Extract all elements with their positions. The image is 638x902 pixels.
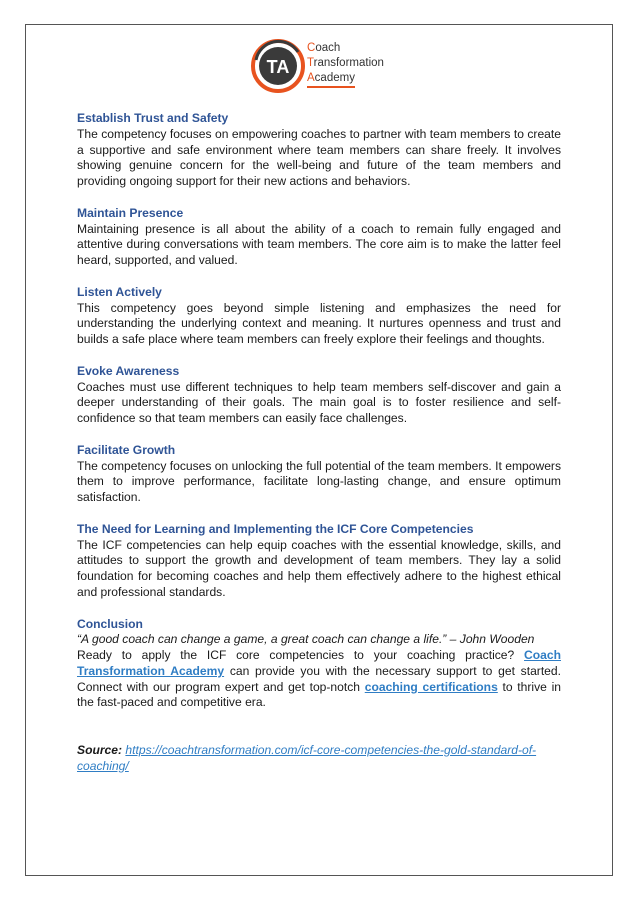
source-url-link[interactable]: https://coachtransformation.com/icf-core-competencies-the-gold-standard-of-coaching/: [77, 742, 537, 773]
section-heading: Maintain Presence: [77, 205, 184, 220]
section-trust-safety: [77, 111, 561, 190]
conclusion-text: Ready to apply the ICF core competencies to your coaching practice? Coach Transformation Academy can provide you with the necessary support to get started. Connect with our program expert and get top-notch coaching certifications to thrive in the fast-paced and competitive era.: [77, 648, 561, 710]
logo-wordmark: Coach Transformation Academy: [307, 42, 384, 84]
logo-emblem-icon: [250, 38, 306, 94]
section-text: Coaches must use different techniques to help team members self-discover and gain a deeper understanding of their goals. The main goal is to foster resilience and self-confidence so that team members can easily face challenges.: [77, 379, 561, 426]
section-facilitate-growth: [77, 443, 561, 506]
academy-link[interactable]: Coach Transformation Academy: [77, 648, 561, 678]
section-text: This competency goes beyond simple listening and emphasizes the need for understanding the underlying context and meaning. It nurtures openness and trust and builds a safe place where team members can freely explore their feelings and thoughts.: [77, 300, 561, 347]
section-heading: Facilitate Growth: [77, 442, 176, 457]
section-text: Maintaining presence is all about the ability of a coach to remain fully engaged and attentive during conversations with team members. The core aim is to make the latter feel heard, supported, and valued.: [77, 221, 561, 268]
section-text: The competency focuses on unlocking the full potential of the team members. It empowers them to improve performance, facilitate long-lasting change, and ensure optimum satisfaction.: [77, 458, 561, 505]
document-body: [77, 111, 561, 774]
academy-logo: [250, 38, 410, 94]
section-heading: Listen Actively: [77, 284, 162, 299]
section-conclusion: [77, 617, 561, 712]
section-need-for-learning: [77, 522, 561, 601]
section-heading: Establish Trust and Safety: [77, 111, 229, 125]
conclusion-quote: “A good coach can change a game, a great coach can change a life.” – John Wooden: [77, 632, 535, 647]
section-text: The competency focuses on empowering coaches to partner with team members to create a supportive and safe environment where team members can share freely. It involves showing genuine concern for the well-being and future of the team members and providing ongoing support for their new actions and behaviors.: [77, 126, 561, 189]
section-heading: Evoke Awareness: [77, 363, 180, 378]
coaching-certifications-link[interactable]: coaching certifications: [364, 679, 498, 694]
section-heading: Conclusion: [77, 616, 143, 631]
section-heading: The Need for Learning and Implementing the ICF Core Competencies: [77, 521, 474, 536]
section-listen-actively: [77, 285, 561, 348]
section-text: The ICF competencies can help equip coaches with the essential knowledge, skills, and attitudes to support the growth and development of team members. They lay a solid foundation for becoming coaches and help them effectively adhere to the highest ethical and professional standards.: [77, 537, 561, 599]
source-citation: Source: https://coachtransformation.com/icf-core-competencies-the-gold-standard-of-coaching/: [77, 742, 537, 773]
section-maintain-presence: [77, 206, 561, 269]
section-evoke-awareness: [77, 364, 561, 427]
source-label: Source: [77, 742, 118, 757]
logo-underline: [307, 86, 355, 88]
logo-initials: TA: [266, 57, 290, 77]
